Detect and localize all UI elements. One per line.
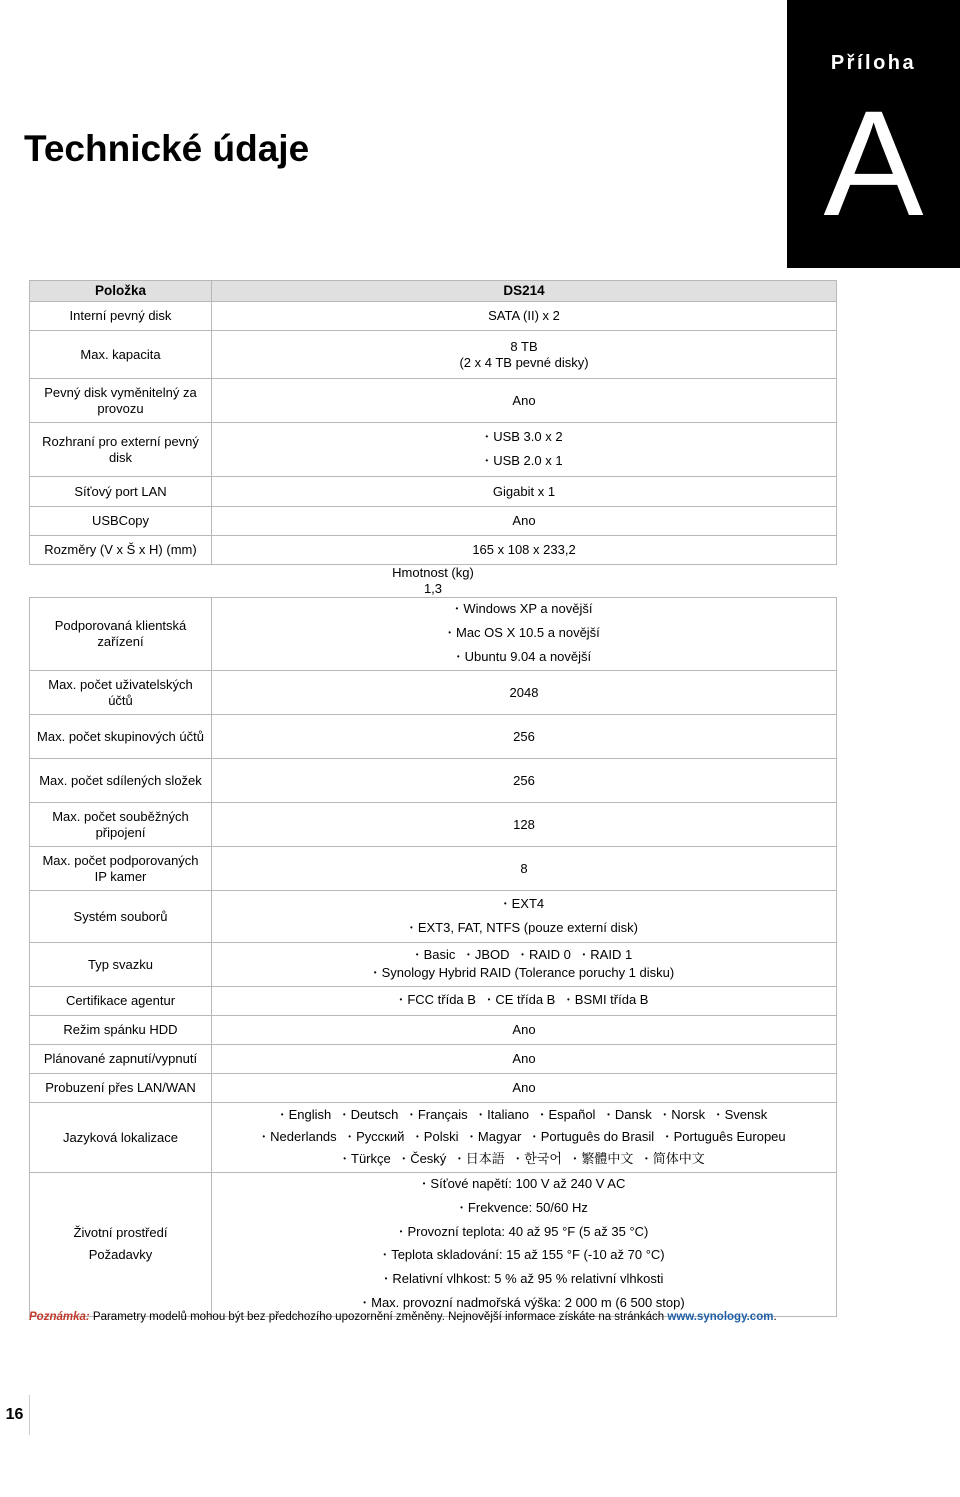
appendix-letter: A xyxy=(823,79,924,247)
bullet-item: • Frekvence: 50/60 Hz xyxy=(218,1197,830,1221)
table-row xyxy=(30,1016,837,1045)
row-label: Podporovaná klientská zařízení xyxy=(30,598,212,671)
bullet-item: • Magyar xyxy=(470,1129,521,1144)
bullet-item: • USB 2.0 x 1 xyxy=(218,450,830,474)
bullet-item: • Mac OS X 10.5 a novější xyxy=(218,622,830,646)
bullet-item: • Português do Brasil xyxy=(533,1129,654,1144)
bullet-item: • Русский xyxy=(348,1129,404,1144)
row-label: Interní pevný disk xyxy=(30,302,212,331)
bullet-item: • 繁體中文 xyxy=(574,1151,634,1166)
label-line: Životní prostředí xyxy=(73,1225,168,1241)
bullet-item: • EXT3, FAT, NTFS (pouze externí disk) xyxy=(218,917,830,941)
row-value: 2048 xyxy=(212,671,837,715)
bullet-item: • Polski xyxy=(416,1129,459,1144)
row-value: 256 xyxy=(212,759,837,803)
table-header-row xyxy=(30,281,837,302)
bullet-item: • Max. provozní nadmořská výška: 2 000 m (6 500 stop) xyxy=(218,1292,830,1316)
row-value xyxy=(212,1103,837,1173)
table-row xyxy=(30,891,837,943)
row-label: Certifikace agentur xyxy=(30,987,212,1016)
table-row xyxy=(30,847,837,891)
bullet-item: • Português Europeu xyxy=(666,1129,786,1144)
row-label: Typ svazku xyxy=(30,943,212,987)
row-value: SATA (II) x 2 xyxy=(212,302,837,331)
bullet-item: • Síťové napětí: 100 V až 240 V AC xyxy=(218,1173,830,1197)
row-label xyxy=(30,1173,212,1317)
specs-table xyxy=(29,280,837,1317)
row-label: Jazyková lokalizace xyxy=(30,1103,212,1173)
row-label: Probuzení přes LAN/WAN xyxy=(30,1074,212,1103)
synology-link[interactable]: www.synology.com xyxy=(667,1311,774,1323)
table-row xyxy=(30,565,837,598)
bullet-item: • JBOD xyxy=(467,947,509,962)
bullet-item: • Norsk xyxy=(663,1107,705,1122)
footnote xyxy=(29,1311,777,1323)
row-label: Rozhraní pro externí pevný disk xyxy=(30,423,212,477)
row-value: Ano xyxy=(212,1074,837,1103)
row-merged xyxy=(30,565,837,598)
header-model: DS214 xyxy=(212,281,837,302)
row-value: Ano xyxy=(212,507,837,536)
bullet-item: • Español xyxy=(541,1107,596,1122)
table-row xyxy=(30,943,837,987)
footnote-text: Parametry modelů mohou být bez předchozího upozornění změněny. Nejnovější informace získáte na stránkách xyxy=(89,1311,668,1323)
row-value xyxy=(212,943,837,987)
row-label: Max. počet uživatelských účtů xyxy=(30,671,212,715)
table-row xyxy=(30,477,837,507)
bullet-item: • Nederlands xyxy=(262,1129,336,1144)
row-label: Max. počet skupinových účtů xyxy=(30,715,212,759)
bullet-item: • Provozní teplota: 40 až 95 °F (5 až 35 °C) xyxy=(218,1221,830,1245)
row-label: Plánované zapnutí/vypnutí xyxy=(30,1045,212,1074)
row-value xyxy=(212,1173,837,1317)
bullet-item: • Synology Hybrid RAID (Tolerance poruchy 1 disku) xyxy=(374,965,674,980)
bullet-item: • EXT4 xyxy=(218,893,830,917)
row-label: USBCopy xyxy=(30,507,212,536)
bullet-item: • English xyxy=(281,1107,331,1122)
table-row xyxy=(30,715,837,759)
bullet-item: • Teplota skladování: 15 až 155 °F (-10 až 70 °C) xyxy=(218,1244,830,1268)
row-value xyxy=(212,987,837,1016)
row-label: Hmotnost (kg) xyxy=(392,565,474,580)
table-row xyxy=(30,379,837,423)
footnote-tail: . xyxy=(773,1311,777,1323)
row-label: Režim spánku HDD xyxy=(30,1016,212,1045)
bullet-item: • Italiano xyxy=(479,1107,529,1122)
table-row xyxy=(30,423,837,477)
row-value: 165 x 108 x 233,2 xyxy=(212,536,837,565)
table-row xyxy=(30,536,837,565)
table-row xyxy=(30,302,837,331)
page-number: 16 xyxy=(0,1395,30,1435)
row-value xyxy=(212,423,837,477)
label-line: Požadavky xyxy=(88,1247,153,1263)
table-row xyxy=(30,331,837,379)
row-value: 256 xyxy=(212,715,837,759)
bullet-item: • Windows XP a novější xyxy=(218,598,830,622)
table-row xyxy=(30,1045,837,1074)
table-row xyxy=(30,1103,837,1173)
bullet-item: • FCC třída B xyxy=(400,992,476,1007)
row-label: Max. počet souběžných připojení xyxy=(30,803,212,847)
bullet-item: • CE třída B xyxy=(488,992,556,1007)
row-value: Ano xyxy=(212,1016,837,1045)
appendix-label: Příloha xyxy=(830,52,917,74)
bullet-item: • 简体中文 xyxy=(645,1151,705,1166)
row-value: Gigabit x 1 xyxy=(212,477,837,507)
bullet-item: • RAID 0 xyxy=(521,947,571,962)
bullet-item: • 한국어 xyxy=(516,1151,562,1166)
value-line: 8 TB xyxy=(510,338,538,354)
row-label: Max. počet podporovaných IP kamer xyxy=(30,847,212,891)
row-value: 1,3 xyxy=(423,581,443,596)
row-value: 8 xyxy=(212,847,837,891)
value-line: (2 x 4 TB pevné disky) xyxy=(459,354,589,370)
table-row xyxy=(30,1074,837,1103)
table-row xyxy=(30,671,837,715)
bullet-item: • Dansk xyxy=(607,1107,652,1122)
row-value: Ano xyxy=(212,379,837,423)
bullet-item: • USB 3.0 x 2 xyxy=(218,426,830,450)
bullet-item: • Türkçe xyxy=(343,1151,391,1166)
table-row xyxy=(30,1173,837,1317)
footnote-label: Poznámka: xyxy=(29,1311,90,1323)
bullet-item: • Svensk xyxy=(717,1107,767,1122)
row-label: Systém souborů xyxy=(30,891,212,943)
row-value xyxy=(212,891,837,943)
row-label: Síťový port LAN xyxy=(30,477,212,507)
page-title: Technické údaje xyxy=(24,128,310,169)
bullet-item: • Ubuntu 9.04 a novější xyxy=(218,646,830,670)
bullet-item: • 日本語 xyxy=(458,1151,505,1166)
bullet-item: • RAID 1 xyxy=(582,947,632,962)
bullet-item: • Français xyxy=(410,1107,468,1122)
bullet-item: • Relativní vlhkost: 5 % až 95 % relativní vlhkosti xyxy=(218,1268,830,1292)
row-value xyxy=(212,598,837,671)
row-label: Max. kapacita xyxy=(30,331,212,379)
row-value: Ano xyxy=(212,1045,837,1074)
row-label: Max. počet sdílených složek xyxy=(30,759,212,803)
bullet-item: • BSMI třída B xyxy=(567,992,649,1007)
table-row xyxy=(30,987,837,1016)
row-value: 128 xyxy=(212,803,837,847)
appendix-block xyxy=(787,0,960,268)
row-label: Pevný disk vyměnitelný za provozu xyxy=(30,379,212,423)
row-label: Rozměry (V x Š x H) (mm) xyxy=(30,536,212,565)
bullet-item: • Basic xyxy=(416,947,456,962)
bullet-item: • Deutsch xyxy=(343,1107,399,1122)
table-row xyxy=(30,759,837,803)
bullet-item: • Český xyxy=(402,1151,446,1166)
row-value xyxy=(212,331,837,379)
table-row xyxy=(30,803,837,847)
table-row xyxy=(30,598,837,671)
header-item: Položka xyxy=(30,281,212,302)
table-row xyxy=(30,507,837,536)
